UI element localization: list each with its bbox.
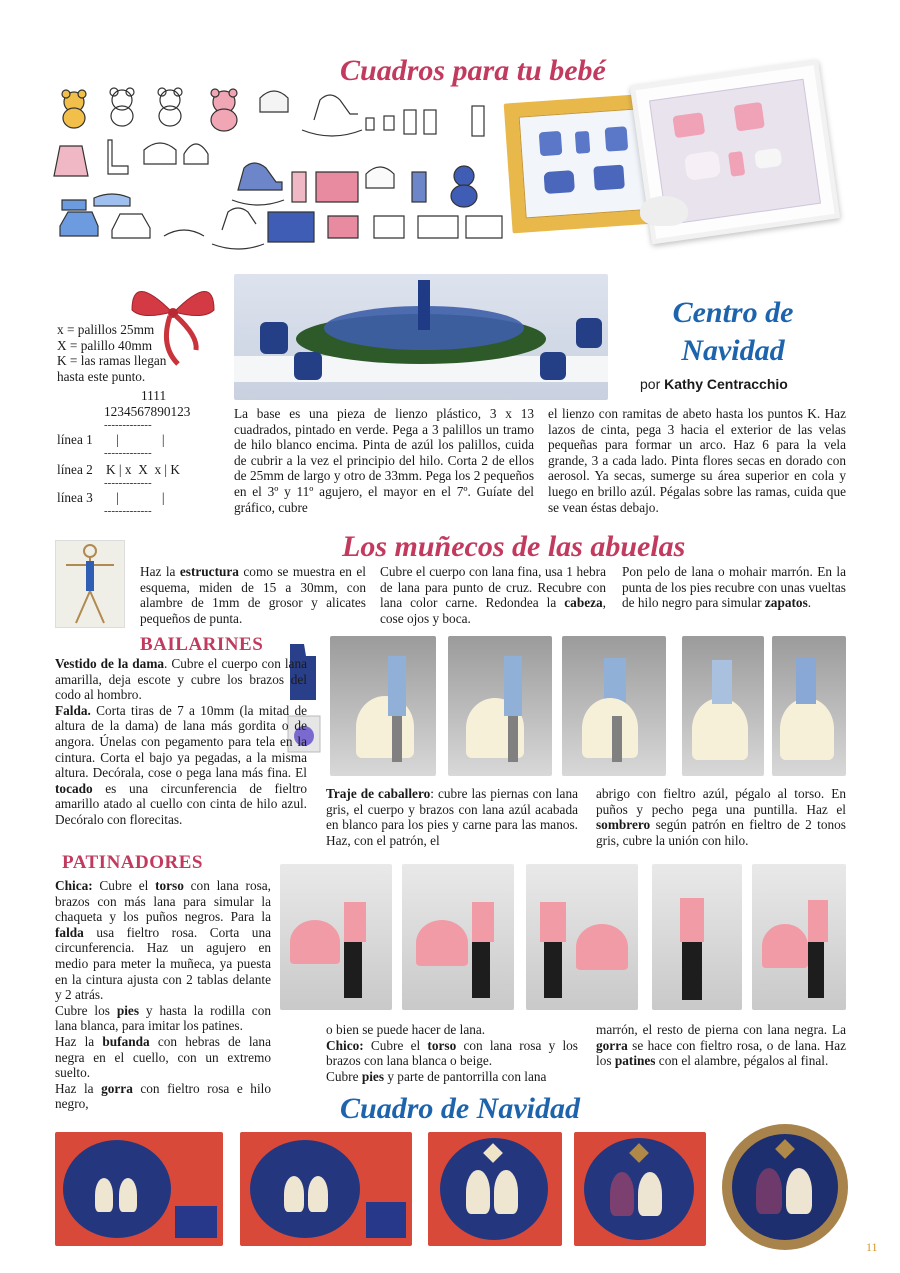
para-gorra — [55, 1081, 271, 1112]
rocking-horse-outline-icon — [302, 95, 362, 136]
byline-prefix: por — [640, 376, 661, 392]
text-run: abrigo con fieltro azúl, pégalo al torso. En puños y pecho pega una puntilla. Haz el — [596, 786, 846, 817]
text-run: , cose ojos y boca. — [380, 595, 606, 626]
text-run: Cubre — [326, 1068, 362, 1084]
text-bold-cabeza: cabeza — [564, 595, 603, 611]
legend-block — [57, 322, 237, 384]
jacket-outline-icon — [466, 216, 502, 238]
bailarines-left-text — [55, 656, 307, 828]
vest-outline-icon — [418, 216, 458, 238]
text-bold: Vestido de la dama — [55, 656, 165, 671]
vest-pink-icon — [316, 172, 358, 202]
nativity-final-plaque-photo — [722, 1124, 848, 1250]
shoe-outline-icon — [164, 230, 204, 236]
horse-outline-icon — [112, 214, 150, 238]
legend-line-1: x = palillos 25mm — [57, 322, 155, 337]
legend-line-3: K = las ramas llegan — [57, 353, 167, 368]
baby-patterns-illustration — [52, 80, 508, 260]
text-run: marrón, el resto de pierna con lana negra. La — [596, 1022, 846, 1037]
text-bold-estructura: estructura — [179, 564, 239, 579]
bib-outline-icon — [144, 143, 176, 164]
dancers-photo-3 — [562, 636, 666, 776]
skaters-photo-1 — [280, 864, 392, 1010]
nativity-step-photo-2 — [240, 1132, 412, 1246]
grid-dashes-4: ------------- — [104, 505, 152, 517]
text-bold: pies — [116, 1002, 139, 1018]
text-run: Cubre el — [363, 1037, 428, 1053]
legend-line-4: hasta este punto. — [57, 368, 146, 384]
text-run: con el alambre, pégalos al final. — [655, 1053, 829, 1069]
hat-outline-icon — [184, 144, 208, 164]
text-bold: gorra — [596, 1037, 628, 1053]
bottle-outline-icon — [366, 116, 394, 130]
text-bold: sombrero — [596, 817, 651, 833]
nativity-step-photo-1 — [55, 1132, 223, 1246]
title-cuadro-navidad: Cuadro de Navidad — [340, 1092, 580, 1125]
text-bold: Traje de caballero — [326, 786, 431, 801]
title-centro-line1: Centro de — [672, 296, 794, 329]
text-run: . Cubre el cuerpo con lana amarilla, deja escote y cubre los brazos del codo al hombro. — [55, 656, 307, 703]
patinadores-right-text — [596, 1022, 846, 1069]
dress-pink-icon — [54, 146, 88, 176]
text-bold: gorra — [101, 1080, 133, 1096]
byline-author: Kathy Centracchio — [664, 376, 788, 392]
wire-structure-photo — [55, 540, 125, 628]
grid-digits: 1234567890123 — [104, 404, 191, 419]
skaters-photo-3 — [526, 864, 638, 1010]
bear-blue-icon — [451, 166, 477, 207]
title-munecos: Los muñecos de las abuelas — [342, 530, 686, 563]
para-pies — [55, 1003, 271, 1034]
dancers-photo-4 — [682, 636, 764, 776]
para-bufanda — [55, 1034, 271, 1081]
wire-skeleton-icon — [56, 541, 124, 627]
centro-col2: el lienzo con ramitas de abeto hasta los puntos K. Haz lazos de cinta, pega 3 hacia el exterior de las velas pequeñas para formar un arco. Haz 6 para la vela grande, 3 a cada lado. Pinta flores secas en dorado con aerosol. Ya secas, sumerge su área superior en cola y luego en brillo azúl. Pégalas sobre las ramas, cuida que se vean éstas debajo. — [548, 406, 846, 515]
vest-blue-icon — [268, 212, 314, 242]
grid-row3-label: línea 3 — [57, 490, 93, 505]
bib-white-icon — [366, 167, 394, 188]
text-run: Corta tiras de 7 a 10mm (la mitad de altura de la dama) de lana más gordita o de angora. Únelas con pegamento para tela en la cintura. Corta el bajo ya pegadas, a la misma altura. Decórala, cose o pega lana más fina. El — [55, 702, 307, 781]
grid-row1-marks: | | — [116, 432, 165, 447]
grid-tens: 1111 — [141, 388, 167, 403]
byline — [640, 376, 788, 392]
text-run: Cubre los — [55, 1002, 117, 1018]
text-run: es una circunferencia de fieltro amarillo atado al cuello con cinta de hilo azul. Decóralo con florecitas. — [55, 780, 307, 827]
dancers-photo-2 — [448, 636, 552, 776]
page-number: 11 — [866, 1240, 878, 1254]
grid-row2-marks: K | x X x | K — [106, 462, 181, 477]
title-centro-line2: Navidad — [681, 334, 785, 367]
para-vestido — [55, 656, 307, 703]
text-run: con fieltro rosa e hilo negro, — [55, 1080, 271, 1112]
text-bold: patines — [614, 1053, 656, 1069]
para-pies-chico — [326, 1069, 578, 1085]
rocking-horse-toy-photo — [640, 196, 688, 226]
dancers-photo-1 — [330, 636, 436, 776]
grid-dashes-3: ------------- — [104, 477, 152, 489]
bailarines-right-text — [596, 786, 846, 848]
horse-blue-icon — [60, 212, 98, 236]
centro-col1: La base es una pieza de lienzo plástico, 3 x 13 cuadrados, pintado en verde. Pega a 3 palillos un tramo de hilo blanco encima. Pinta de azúl los palillos, cuida de cubrir a la vez el principio del hilo. Corta 2 de ellos de 25mm de largo y otro de 33mm. Pega los 2 pequeños en el 3º y 11º agujero, el mayor en el 7º. Guíate del gráfico, cubre — [234, 406, 534, 515]
text-run: con lana rosa y los brazos con lana blanca o beige. — [326, 1037, 578, 1069]
dancers-photo-5 — [772, 636, 846, 776]
bear-yellow-icon — [62, 90, 86, 128]
text-bold: Falda. — [55, 702, 91, 718]
text-bold: bufanda — [102, 1033, 150, 1049]
text-run: Haz la — [55, 1080, 102, 1096]
text-bold: pies — [361, 1068, 384, 1084]
title-centro-navidad — [638, 294, 828, 370]
christmas-centerpiece-photo — [234, 274, 608, 400]
bailarines-mid-text — [326, 786, 578, 848]
text-bold-zapatos: zapatos — [764, 595, 808, 611]
munecos-col2 — [380, 564, 606, 626]
text-run: con hebras de lana negra en el cuello, con un extremo suelto. — [55, 1033, 271, 1081]
munecos-col3 — [622, 564, 846, 611]
text-run: con lana rosa, brazos con más lana para simular la chaqueta y los puños negros. Para la — [55, 878, 271, 925]
grid-dashes-2: ------------- — [104, 447, 152, 459]
text-bold: tocado — [55, 780, 93, 796]
text-run: Cubre el — [92, 878, 156, 893]
dress-outline-icon — [374, 216, 404, 238]
nativity-step-photo-4 — [574, 1132, 706, 1246]
text-run: Cubre el cuerpo con lana fina, usa 1 hebra de lana para punto de cruz. Recubre con lana color carne. Redondea la — [380, 564, 606, 611]
title-cuadros: Cuadros para tu bebé — [340, 54, 606, 87]
para-chica — [55, 878, 271, 1003]
text-run: . — [807, 595, 812, 611]
text-run: y hasta la rodilla con lana blanca, para imitar los patines. — [55, 1002, 271, 1034]
text-bold: torso — [155, 878, 184, 893]
skaters-photo-4 — [652, 864, 742, 1010]
heading-bailarines: BAILARINES — [140, 634, 264, 655]
rocking-horse-blue-icon — [232, 163, 284, 205]
text-run: como se muestra en el esquema, miden de 15 a 30mm, con alambre de 1mm de grosor y alicates pequeños de punta. — [140, 564, 366, 626]
text-run: Haz la — [55, 1033, 103, 1049]
bottle-blue-icon — [412, 172, 426, 202]
para-falda — [55, 703, 307, 828]
text-run: Pon pelo de lana o mohair marrón. En la punta de los pies recubre con unas vueltas de hilo negro para simular — [622, 564, 846, 611]
shirt-pink-icon — [328, 216, 358, 238]
bottle-pink-icon — [292, 172, 306, 202]
patinadores-left-text — [55, 878, 271, 1112]
bear-bow-outline-icon — [158, 88, 182, 126]
bear-pink-icon — [211, 89, 237, 131]
text-run: según patrón en fieltro de 2 tonos gris, cubre la unión con hilo. — [596, 817, 846, 848]
grid-row1-label: línea 1 — [57, 432, 93, 447]
patinadores-mid-text — [326, 1022, 578, 1084]
bottle-outline-3-icon — [472, 106, 484, 136]
nativity-step-photo-3 — [428, 1132, 562, 1246]
text-run: usa fieltro rosa. Corta una circunferencia. Haz un agujero en medio para meter la muñeca, ya puesta en la cintura ajusta con 2 tablas delante y 2 atrás. — [55, 924, 271, 1003]
bib-blue-icon — [94, 194, 130, 206]
text-bold: falda — [55, 924, 84, 940]
text-bold: Chica: — [55, 878, 93, 893]
grid-row3-marks: | | — [116, 490, 165, 505]
bear-outline-icon — [110, 88, 134, 126]
para-lana: o bien se puede hacer de lana. — [326, 1022, 486, 1037]
text-run: y parte de pantorrilla con lana — [384, 1068, 547, 1084]
rocking-horse-outline-2-icon — [212, 208, 264, 249]
legend-line-2: X = palillo 40mm — [57, 337, 153, 353]
text-bold: Chico: — [326, 1037, 364, 1053]
bonnet-icon — [260, 91, 288, 112]
sock-outline-icon — [108, 140, 128, 174]
skaters-photo-5 — [752, 864, 846, 1010]
grid-dashes-1: ------------- — [104, 419, 152, 431]
text-run: se hace con fieltro rosa, o de lana. Haz los — [596, 1037, 846, 1069]
text-run: : cubre las piernas con lana gris, el cuerpo y brazos con lana azúl acabada en blanco para los pies y carne para las manos. Haz, con el patrón, el — [326, 786, 579, 848]
shoe-blue-icon — [62, 200, 86, 210]
text-run: Haz la — [140, 564, 180, 579]
bottle-outline-2-icon — [404, 110, 436, 134]
heading-patinadores: PATINADORES — [62, 852, 203, 873]
grid-row2-label: línea 2 — [57, 462, 93, 477]
para-chico — [326, 1038, 578, 1069]
text-bold: torso — [427, 1037, 457, 1053]
skaters-photo-2 — [402, 864, 514, 1010]
munecos-col1 — [140, 564, 366, 626]
